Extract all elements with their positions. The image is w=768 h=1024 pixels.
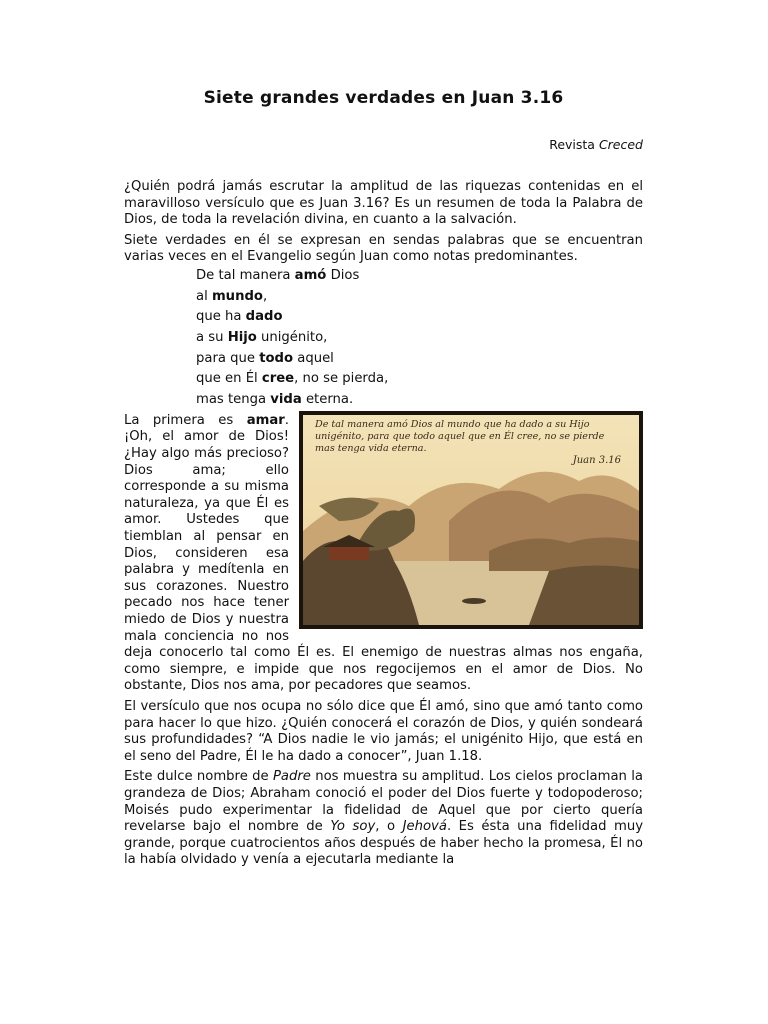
painting-caption: De tal manera amó Dios al mundo que ha dado a su Hijo unigénito, para que todo aquel que en Él cree, no se pierde mas tenga vida eterna. bbox=[315, 418, 605, 454]
landscape-painting bbox=[299, 411, 643, 629]
paragraph-father: Este dulce nombre de Padre nos muestra su amplitud. Los cielos proclaman la grandeza de Dios; Abraham conoció el poder del Dios fuerte y todopoderoso; Moisés pudo experimentar la fidelidad de Aquel que por cierto quería revelarse bajo el nombre de Yo soy, o Jehová. Es ésta una fidelidad muy grande, porque cuatrocientos años después de haber hecho la promesa, Él no la había olvidado y venía a ejecutarla mediante la bbox=[124, 769, 644, 868]
verse-line: al mundo, bbox=[196, 288, 268, 304]
verse-block bbox=[196, 266, 643, 411]
verse-line: para que todo aquel bbox=[196, 350, 334, 366]
painting-reference: Juan 3.16 bbox=[572, 454, 621, 466]
document-title: Siete grandes verdades en Juan 3.16 bbox=[203, 88, 564, 108]
verse-line: que en Él cree, no se pierda, bbox=[196, 371, 389, 387]
paragraph-intro: ¿Quién podrá jamás escrutar la amplitud de las riquezas contenidas en el maravilloso versículo que es Juan 3.16? Es un resumen de toda la Palabra de Dios, de toda la revelación divina, en cuanto a la salvación. bbox=[124, 179, 643, 228]
paragraph-loved-so-much: El versículo que nos ocupa no sólo dice que Él amó, sino que amó tanto como para hacer lo que hizo. ¿Quién conocerá el corazón de Dios, y quién sondeará sus profundidades? “A Dios nadie le vio jamás; el unigénito Hijo, que está en el seno del Padre, Él le ha dado a conocer”, Juan 1.18. bbox=[124, 698, 643, 764]
source-line bbox=[549, 137, 643, 152]
verse-line: a su Hijo unigénito, bbox=[196, 330, 328, 346]
verse-line: De tal manera amó Dios bbox=[196, 267, 360, 283]
document-body bbox=[124, 179, 643, 873]
verse-line: que ha dado bbox=[196, 309, 283, 325]
source-name: Creced bbox=[598, 137, 643, 152]
paragraph-seven-truths: Siete verdades en él se expresan en sendas palabras que se encuentran varias veces en el Evangelio según Juan como notas predominantes. bbox=[124, 232, 643, 265]
source-prefix: Revista bbox=[549, 137, 599, 152]
paragraph-love: La primera es amar. ¡Oh, el amor de Dios! ¿Hay algo más precioso? Dios ama; ello corresponde a su misma naturaleza, ya que Él es amor. Ustedes que tiemblan al pensar en Dios, consideren esa palabra y medítenla en sus corazones. Nuestro pecado nos hace tener miedo de Dios y nuestra mala conciencia no nos deja conocerlo tal como Él es. El enemigo de nuestras almas nos engaña, como siempre, e impide que nos regocijemos en el amor de Dios. No obstante, Dios nos ama, por pecadores que seamos. bbox=[124, 412, 643, 694]
verse-line: mas tenga vida eterna. bbox=[196, 392, 354, 408]
